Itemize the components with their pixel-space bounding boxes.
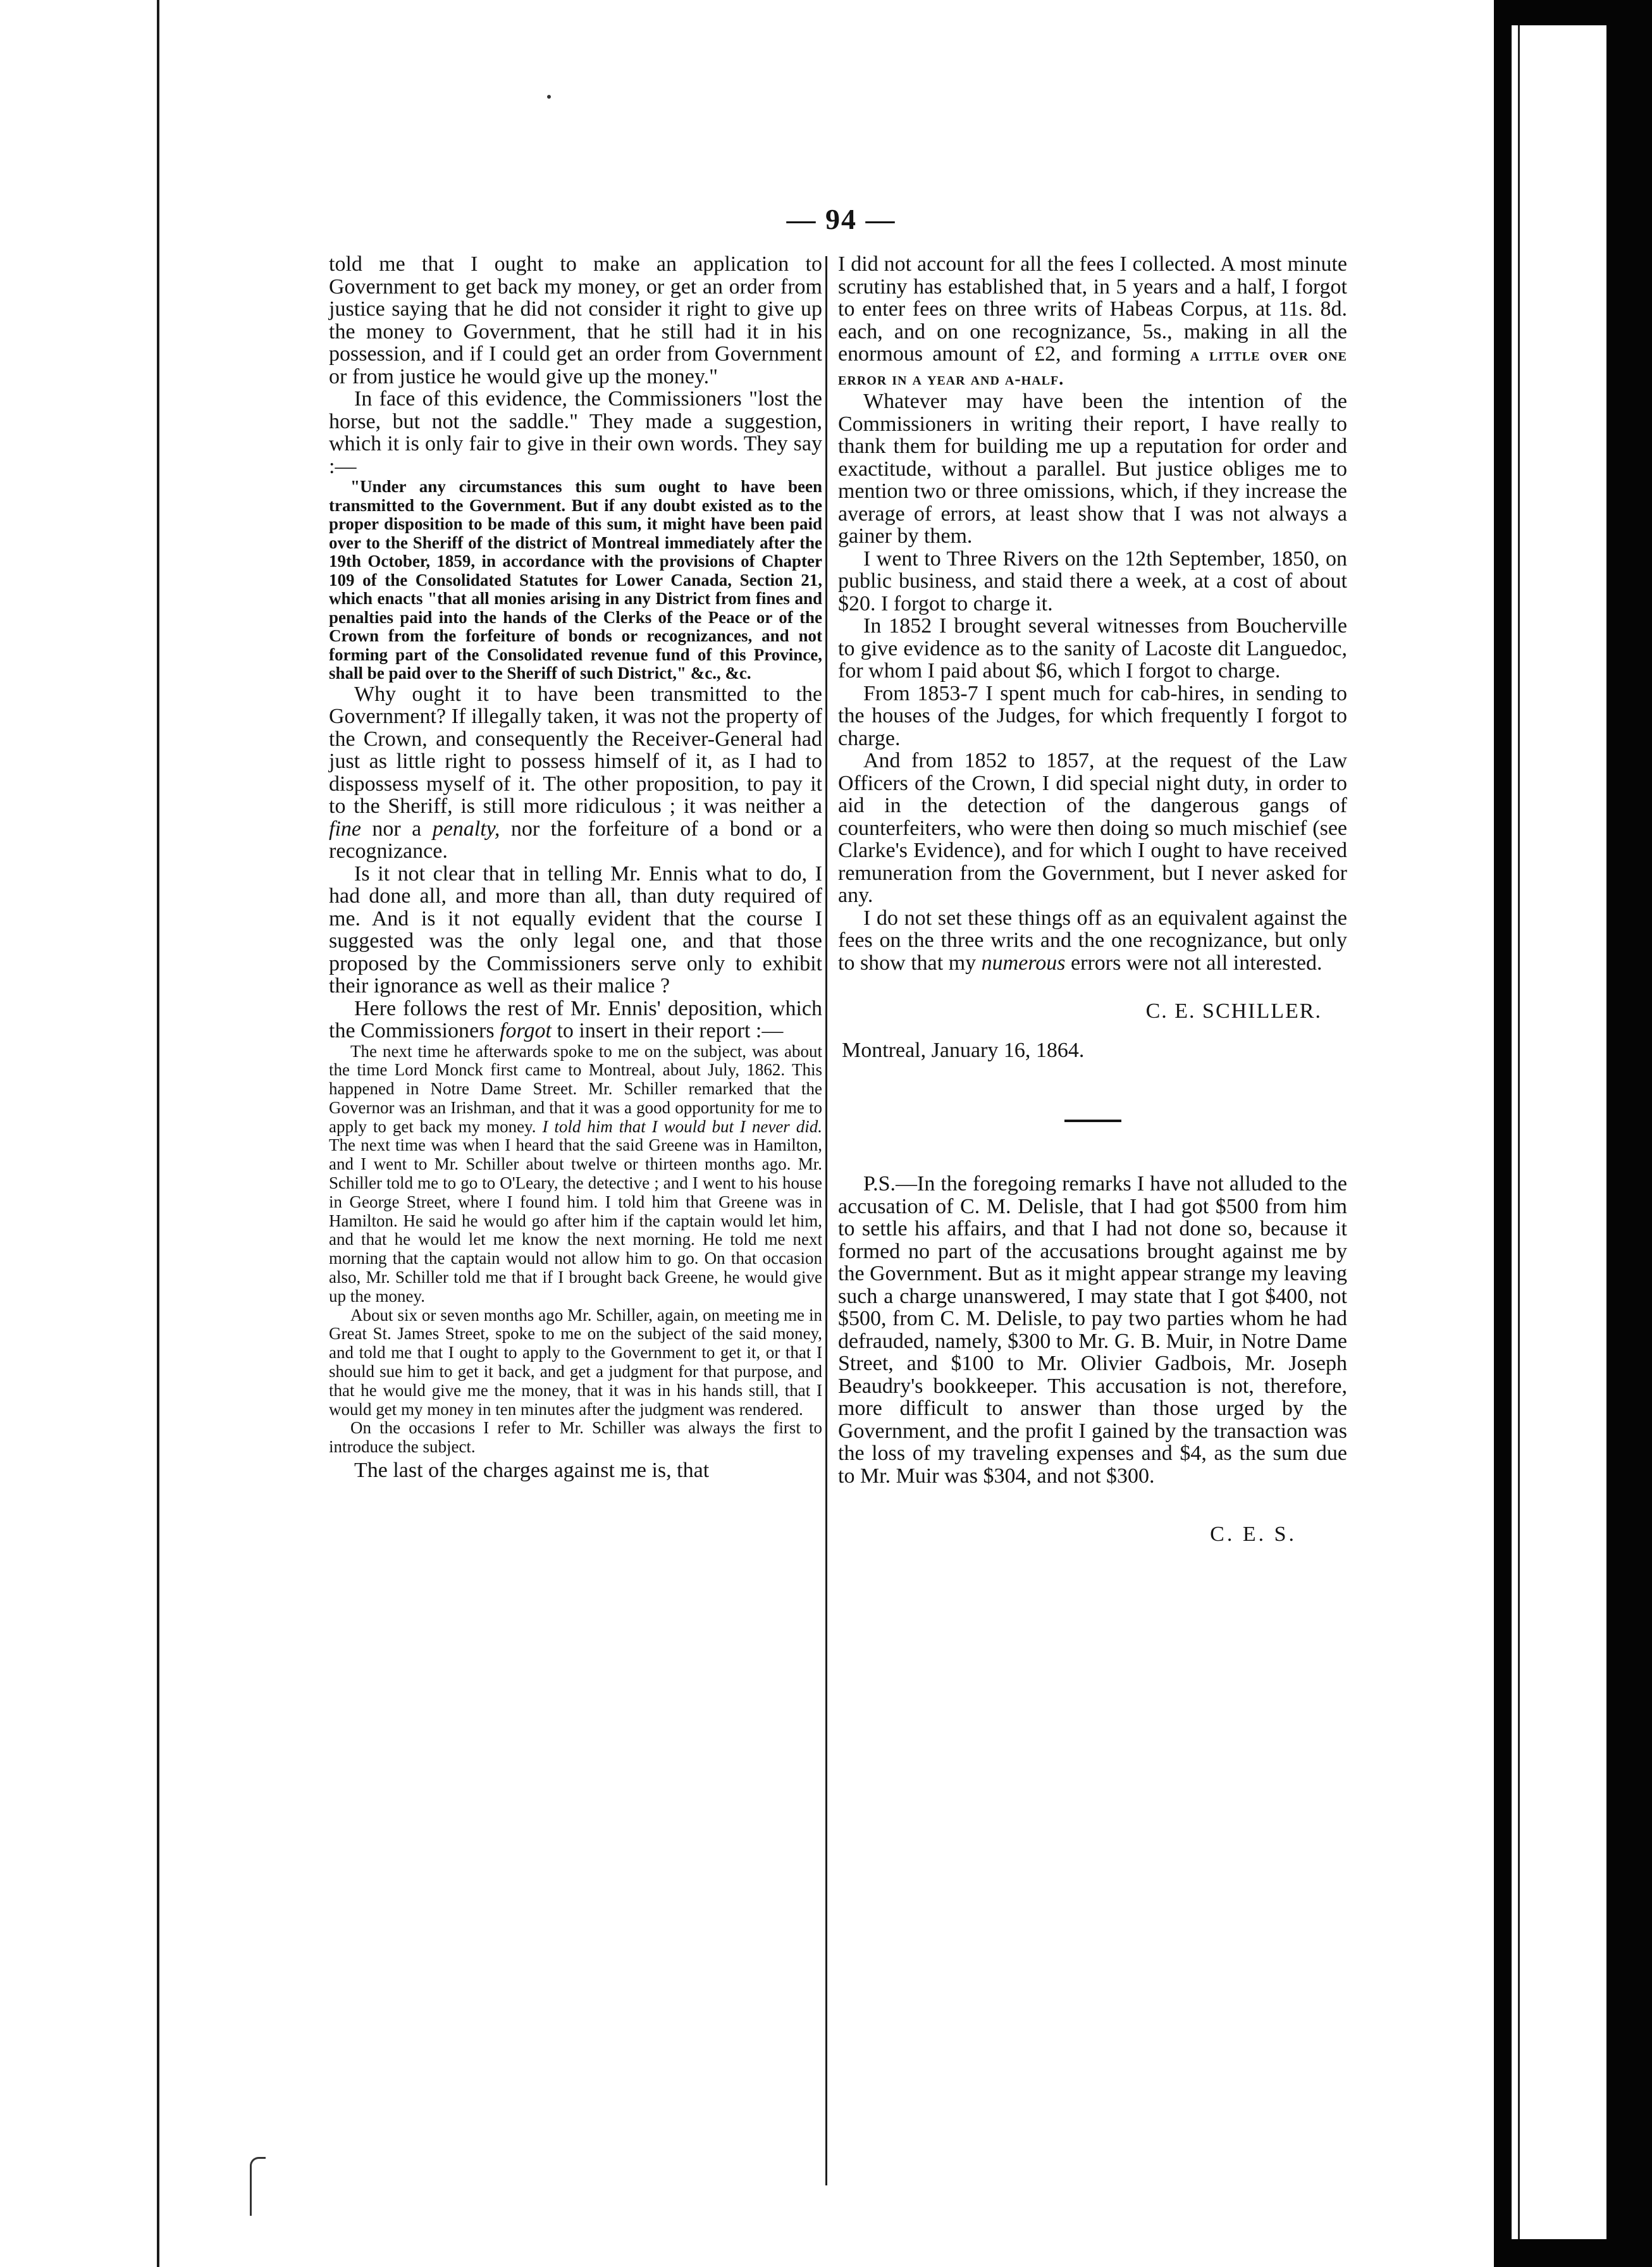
scan-left-margin [0,0,158,2267]
paragraph: Why ought it to have been transmitted to the Government? If illegally taken, it was not the property of the Crown, and consequently the Receiver-General had just as little right to possess himself of it, as I had to dispossess myself of it. The other proposition, to pay it to the Sheriff, is still more ridiculous ; it was neither a fine nor a penalty, nor the forfeiture of a bond or a recognizance. [329,682,822,863]
paragraph: Here follows the rest of Mr. Ennis' deposition, which the Commissioners forgot to insert in their report :— [329,996,822,1042]
italic-phrase: I told him that I would but I never did. [542,1116,822,1136]
dateline: Montreal, January 16, 1864. [842,1039,1085,1062]
deposition-paragraph: The next time he afterwards spoke to me on the subject, was about the time Lord Monck first came to Montreal, about July, 1862. This happened in Notre Dame Street. Mr. Schiller remarked that the Governor was an Irishman, and that it was a good opportunity for me to apply to get back my money. I told him that I would but I never did. The next time was when I heard that the said Greene was in Hamilton, and I went to Mr. Schiller about twelve or thirteen months ago. Mr. Schiller told me to go to O'Leary, the detective ; and I went to his house in George Street, where I found him. I told him that Greene was in Hamilton. He said he would go after him if the captain would let him, and that he would let me know the next morning. He told me next morning that the captain would not allow him to go. On that occasion also, Mr. Schiller told me that if I brought back Greene, he would give up the money. [329,1041,822,1306]
postscript: P.S.—In the foregoing remarks I have not alluded to the accusation of C. M. Delisle, that I had got $500 from him to settle his affairs, and that I had not done so, because it formed no part of the accusations brought against me by the Government. But as it might appear strange my leaving such a charge unanswered, I may state that I got $400, not $500, from C. M. Delisle, to pay two parties whom he had defrauded, namely, $300 to Mr. G. B. Muir, in Notre Dame Street, and $100 to Mr. Olivier Gadbois, Mr. Joseph Beaudry's bookkeeper. This accusation is not, therefore, more difficult to answer than those urged by the Government, and the profit I gained by the transaction was the loss of my traveling expenses and $4, as the sum due to Mr. Muir was $304, and not $300. [838,1172,1347,1488]
paragraph: Whatever may have been the intention of the Commissioners in writing their report, I have really to thank them for building me up a reputation for order and exactitude, without a parallel. But justice obliges me to mention two or three omissions, which, if they increase the average of errors, at least show that I was not always a gainer by them. [838,390,1347,548]
paragraph: In face of this evidence, the Commissioners "lost the horse, but not the saddle." They made a suggestion, which it is only fair to give in their own words. They say :— [329,387,822,478]
italic-word: fine [329,817,361,841]
paragraph: Is it not clear that in telling Mr. Ennis what to do, I had done all, and more than all, than duty required of me. And is it not equally evident that the course I suggested was the only legal one, and that those proposed by the Commissioners serve only to exhibit their ignorance as well as their malice ? [329,862,822,998]
report-quotation: "Under any circumstances this sum ought to have been transmitted to the Government. But if any doubt existed as to the proper disposition to be made of this sum, it might have been paid over to the Sheriff of the district of Montreal immediately after the 19th October, 1859, in accordance with the provisions of Chapter 109 of the Consolidated Statutes for Lower Canada, Section 21, which enacts "that all monies arising in any District from fines and penalties paid into the hands of the Clerks of the Peace or of the Crown from the forfeiture of bonds or recognizances, and not forming part of the Consolidated revenue fund of this Province, shall be paid over to the Sheriff of such District," &c., &c. [329,477,822,683]
initials: C. E. S. [1210,1523,1297,1546]
ink-speck [547,95,551,99]
deposition-paragraph: About six or seven months ago Mr. Schiller, again, on meeting me in Great St. James Street, spoke to me on the subject of the said money, and told me that I ought to apply to the Government to get it, or that I should sue him to get it back, and get a judgment for that purpose, and that he would give me the money, that it was in his hands still, that I would get my money in ten minutes after the judgment was rendered. [329,1305,822,1419]
page-number: — 94 — [786,203,896,235]
column-divider [825,256,827,2185]
left-column [329,253,822,1482]
small-caps-phrase: a little over one error in a year and a-half. [838,345,1347,389]
scan-right-edge [1494,0,1652,2267]
italic-word: penalty, [432,817,500,841]
deposition-paragraph: On the occasions I refer to Mr. Schiller was always the first to introduce the subject. [329,1418,822,1457]
signature: C. E. SCHILLER. [1145,999,1322,1023]
paragraph: I do not set these things off as an equivalent against the fees on the three writs and the one recognizance, but only to show that my numerous errors were not all interested. [838,906,1347,975]
margin-mark [250,2157,266,2216]
paragraph: And from 1852 to 1857, at the request of the Law Officers of the Crown, I did special night duty, in order to aid in the detection of the dangerous gangs of counterfeiters, who were then doing so much mischief (see Clarke's Evidence), and for which I ought to have received remuneration from the Government, but I never asked for any. [838,749,1347,907]
paragraph: I went to Three Rivers on the 12th September, 1850, on public business, and staid there a week, at a cost of about $20. I forgot to charge it. [838,547,1347,615]
right-column [838,253,1347,1547]
paragraph: The last of the charges against me is, that [354,1459,710,1483]
paragraph: From 1853-7 I spent much for cab-hires, in sending to the houses of the Judges, for which frequently I forgot to charge. [838,681,1347,750]
italic-word: numerous [981,951,1066,975]
italic-word: forgot [500,1019,552,1042]
adjacent-page-strip [1512,25,1606,2239]
paragraph: told me that I ought to make an application to Government to get back my money, or get an order from justice saying that he did not consider it right to give up the money to Government, that he still had it in his possession, and if I could get an order from Government or from justice he would give up the money." [329,252,822,388]
paragraph: In 1852 I brought several witnesses from Boucherville to give evidence as to the sanity of Lacoste dit Languedoc, for whom I paid about $6, which I forgot to charge. [838,614,1347,683]
paragraph: I did not account for all the fees I collected. A most minute scrutiny has established that, in 5 years and a half, I forgot to enter fees on three writs of Habeas Corpus, at 11s. 8d. each, and on one recognizance, 5s., making in all the enormous amount of £2, and forming a little over one error in a year and a-half. [838,252,1347,389]
section-rule [1064,1120,1121,1122]
